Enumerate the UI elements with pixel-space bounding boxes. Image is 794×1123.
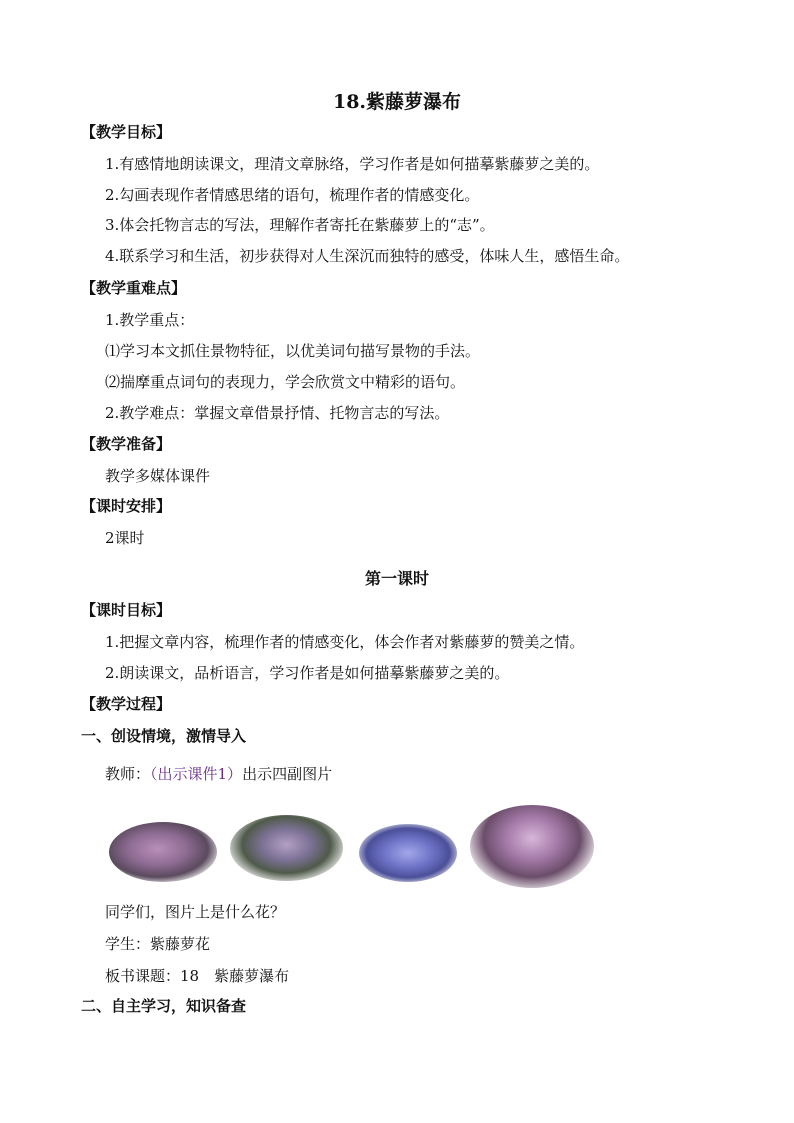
difficulty-point: 2.教学难点：掌握文章借景抒情、托物言志的写法。 xyxy=(105,404,450,422)
courseware-reference: （出示课件1） xyxy=(150,765,243,783)
goal-item: 2.勾画表现作者情感思绪的语句，梳理作者的情感变化。 xyxy=(105,186,480,204)
teacher-suffix: 出示四副图片 xyxy=(242,765,333,783)
lesson-goal-item: 2.朗读课文，品析语言，学习作者是如何描摹紫藤萝之美的。 xyxy=(105,664,510,682)
board-line: 板书课题：18 紫藤萝瀑布 xyxy=(105,967,290,985)
schedule-text: 2课时 xyxy=(105,529,145,547)
teacher-prefix: 教师： xyxy=(105,765,151,783)
wisteria-photo xyxy=(230,815,343,881)
answer-line: 学生：紫藤萝花 xyxy=(105,935,211,953)
section-header-schedule: 【课时安排】 xyxy=(81,497,172,515)
section-header-goals: 【教学目标】 xyxy=(81,123,172,141)
lesson-goal-item: 1.把握文章内容，梳理作者的情感变化，体会作者对紫藤萝的赞美之情。 xyxy=(105,633,585,651)
step-heading: 一、创设情境，激情导入 xyxy=(81,727,247,745)
goal-item: 1.有感情地朗读课文，理清文章脉络，学习作者是如何描摹紫藤萝之美的。 xyxy=(105,155,600,173)
wisteria-photo-gallery xyxy=(105,805,605,890)
wisteria-photo xyxy=(359,824,457,882)
goal-item: 4.联系学习和生活，初步获得对人生深沉而独特的感受，体味人生，感悟生命。 xyxy=(105,247,630,265)
question-line: 同学们，图片上是什么花？ xyxy=(105,903,286,921)
step-heading: 二、自主学习，知识备查 xyxy=(81,997,247,1015)
teacher-line xyxy=(105,764,332,784)
wisteria-photo xyxy=(470,805,594,888)
preparation-text: 教学多媒体课件 xyxy=(105,467,211,485)
section-header-preparation: 【教学准备】 xyxy=(81,435,172,453)
key-point-sub: ⑴学习本文抓住景物特征，以优美词句描写景物的手法。 xyxy=(105,342,481,360)
wisteria-photo xyxy=(109,822,217,882)
section-header-process: 【教学过程】 xyxy=(81,695,172,713)
key-point: 1.教学重点： xyxy=(105,311,195,329)
section-header-lesson-goals: 【课时目标】 xyxy=(81,601,172,619)
section-header-key-points: 【教学重难点】 xyxy=(81,279,187,297)
goal-item: 3.体会托物言志的写法，理解作者寄托在紫藤萝上的“志”。 xyxy=(105,216,495,234)
key-point-sub: ⑵揣摩重点词句的表现力，学会欣赏文中精彩的语句。 xyxy=(105,373,466,391)
lesson-subtitle: 第一课时 xyxy=(364,569,429,588)
document-title: 18.紫藤萝瀑布 xyxy=(332,91,462,113)
